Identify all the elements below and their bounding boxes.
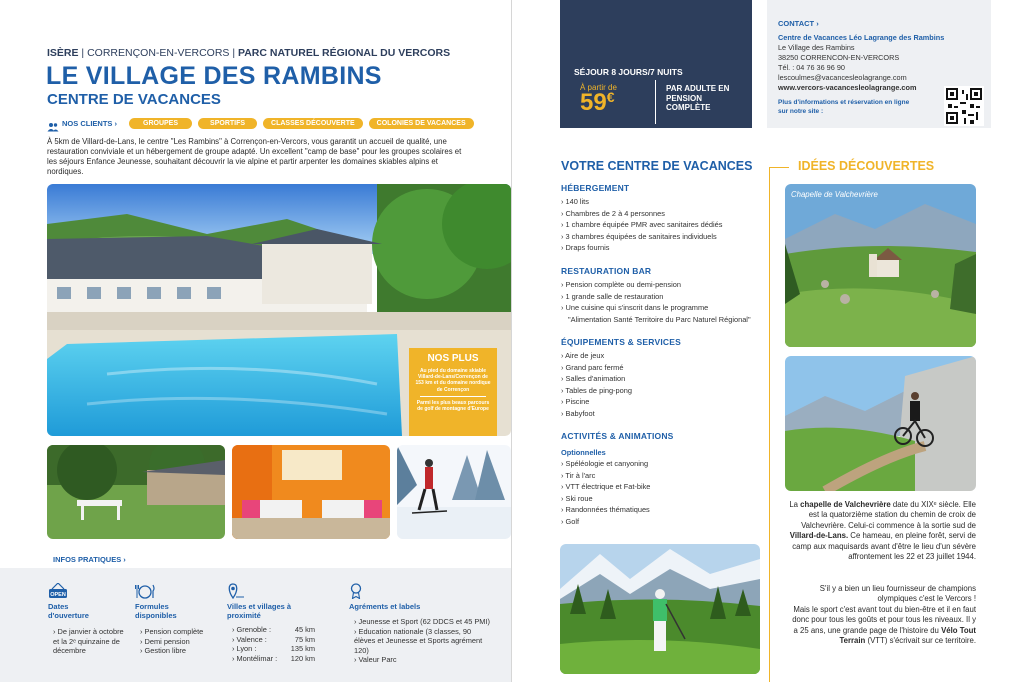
- offer-divider: [655, 80, 656, 124]
- client-tag: SPORTIFS: [198, 118, 257, 129]
- info-formule-item: › Pension complète: [140, 627, 204, 636]
- section-equipements: [561, 337, 771, 420]
- nos-plus-title: NOS PLUS: [427, 353, 479, 364]
- info-col-villes: [227, 583, 317, 663]
- client-tag: GROUPES: [129, 118, 192, 129]
- chapel-photo: [785, 184, 976, 347]
- section-title: ACTIVITÉS & ANIMATIONS: [561, 431, 674, 441]
- client-tag: CLASSES DÉCOUVERTE: [263, 118, 363, 129]
- offer-price-currency: €: [606, 89, 615, 105]
- offer-box: [560, 0, 752, 128]
- client-tag: COLONIES DE VACANCES: [369, 118, 474, 129]
- info-agrement-item: › Jeunesse et Sport (62 DDCS et 45 PMI): [354, 617, 490, 626]
- distance-row: › Grenoble : 45 km: [232, 625, 315, 634]
- contact-box: [767, 0, 991, 128]
- info-col-agrements: [349, 583, 499, 665]
- section-hebergement: [561, 183, 771, 254]
- contact-website[interactable]: www.vercors-vacancesleolagrange.com: [778, 83, 917, 92]
- contact-address-2: 38250 CORRENCON-EN-VERCORS: [778, 53, 900, 62]
- info-agrement-item: › Education nationale (3 classes, 90 élèves et Jeunesse et Sports agrément 120): [354, 626, 483, 655]
- offer-price-value: 59: [580, 89, 607, 116]
- section-subtitle: Optionnelles: [561, 448, 606, 457]
- distance-row: › Valence : 75 km: [232, 634, 315, 644]
- list-item: › 1 grande salle de restauration: [561, 291, 664, 301]
- chalet-garden-photo: [47, 445, 225, 539]
- intro-paragraph: À 5km de Villard-de-Lans, le centre "Les Rambins" à Corrençon-en-Vercors, vous garantit un accueil de qualité, une restauration conviviale et un hébergement de groupe adapté. Un excellent "camp de base" pour les groupes scolaires et les séjours Enfance Jeunesse, souhaitant découvrir la vie alpine et partir arpenter les domaines skiables alpins et nordiques.: [47, 137, 462, 176]
- list-item: › Spéléologie et canyoning: [561, 459, 649, 468]
- nos-plus-divider: [420, 396, 486, 397]
- contact-org: Centre de Vacances Léo Lagrange des Rambins: [778, 33, 945, 42]
- discovery-paragraph-3: Mais le sport c'est avant tout du bien-être et il en faut donc pour tous les goûts et pour tous les niveaux. Il y a 25 ans, une grande page de l'histoire du Vélo Tout Terrain (VTT) s'écrivait sur ce territoire.: [792, 605, 976, 646]
- info-title-villes: Villes et villages à proximité: [227, 602, 292, 620]
- discovery-paragraph-1: La chapelle de Valchevrière date du XIXᵉ siècle. Elle est la quatorzième station du chemin de croix de Valchevrière. Celui-ci commence à la sortie sud de Villard-de-Lans. Ce hameau, en pleine forêt, servi de camp aux maquisards avant d'être le lieu d'un sévère affrontement les 22 et 23 juillet 1944.: [789, 500, 976, 562]
- infos-label: INFOS PRATIQUES ›: [53, 555, 126, 564]
- section-title: ÉQUIPEMENTS & SERVICES: [561, 337, 681, 347]
- section-activites: [561, 431, 771, 528]
- page-title: LE VILLAGE DES RAMBINS: [46, 62, 382, 90]
- list-item: › Draps fournis: [561, 243, 610, 253]
- chapel-caption: Chapelle de Valchevrière: [791, 190, 878, 199]
- bedroom-photo: [232, 445, 390, 539]
- list-item: › 1 chambre équipée PMR avec sanitaires dédiés: [561, 220, 723, 230]
- info-title-dates: Dates d'ouverture: [48, 602, 89, 620]
- list-item: › Grand parc fermé: [561, 362, 624, 372]
- offer-duration: SÉJOUR 8 JOURS/7 NUITS: [574, 67, 683, 77]
- list-item: › Pension complète ou demi-pension: [561, 280, 681, 289]
- clients-row: [47, 118, 480, 129]
- location-line: ISÈRE | CORRENÇON-EN-VERCORS | PARC NATUREL RÉGIONAL DU VERCORS: [47, 47, 451, 59]
- location-park: PARC NATUREL RÉGIONAL DU VERCORS: [237, 47, 451, 59]
- open-sign-icon: [48, 583, 68, 599]
- list-item: › Aire de jeux: [561, 351, 605, 360]
- list-item: › 3 chambres équipées de sanitaires individuels: [561, 231, 717, 241]
- section-title: RESTAURATION BAR: [561, 266, 652, 276]
- list-item: › Chambres de 2 à 4 personnes: [561, 208, 665, 218]
- list-item: › Une cuisine qui s'inscrit dans le programme: [561, 303, 709, 313]
- cutlery-icon: [135, 583, 155, 599]
- nos-plus-item: Parmi les plus beaux parcours de golf de montagne d'Europe: [416, 399, 490, 413]
- list-item: › Tables de ping-pong: [561, 385, 632, 395]
- list-item: › Ski roue: [561, 493, 593, 503]
- mountain-bike-photo: [785, 356, 976, 491]
- offer-from-label: À partir de: [580, 83, 617, 92]
- nos-plus-item: Au pied du domaine skiable Villard-de-Lans/Corrençon de 153 km et du domaine nordique de Corrençon: [415, 368, 491, 393]
- location-isere: ISÈRE: [47, 47, 79, 59]
- info-col-dates: [48, 583, 128, 656]
- section-restauration: [561, 266, 776, 325]
- page-subtitle: CENTRE DE VACANCES: [47, 91, 221, 108]
- info-col-formules: [135, 583, 220, 656]
- info-agrement-item: › Valeur Parc: [354, 655, 397, 664]
- contact-phone: Tél. : 04 76 36 96 90: [778, 63, 845, 72]
- centre-title: VOTRE CENTRE DE VACANCES: [561, 159, 753, 173]
- info-formule-item: › Gestion libre: [140, 646, 187, 655]
- award-icon: [349, 583, 369, 599]
- distance-row: › Lyon : 135 km: [232, 644, 315, 653]
- list-item: › Tir à l'arc: [561, 470, 596, 480]
- distance-row: › Montélimar : 120 km: [232, 653, 315, 663]
- contact-email[interactable]: lescoulmes@vacancesleolagrange.com: [778, 73, 907, 82]
- qr-code-icon[interactable]: [944, 86, 984, 126]
- ideas-title: IDÉES DÉCOUVERTES: [798, 159, 935, 173]
- offer-price: [580, 89, 615, 117]
- list-item: › Babyfoot: [561, 408, 595, 418]
- list-item: › Salles d'animation: [561, 374, 626, 384]
- info-dates-item: › De janvier à octobre et la 2ᵉ quinzaine de décembre: [53, 627, 124, 655]
- location-pin-icon: [227, 583, 247, 599]
- location-town: CORRENÇON-EN-VERCORS: [87, 47, 230, 59]
- contact-info-text: Plus d'informations et réservation en ligne sur notre site :: [778, 99, 910, 115]
- list-item: › Randonnées thématiques: [561, 505, 650, 515]
- contact-address-1: Le Village des Rambins: [778, 43, 855, 52]
- info-title-agrements: Agréments et labels: [349, 602, 421, 611]
- info-title-formules: Formules disponibles: [135, 602, 177, 620]
- clients-label: NOS CLIENTS ›: [62, 119, 118, 128]
- list-item: › 140 lits: [561, 197, 589, 206]
- open-sign-text: OPEN: [50, 592, 66, 598]
- list-item: › VTT électrique et Fat-bike: [561, 482, 651, 492]
- info-formule-item: › Demi pension: [140, 636, 190, 646]
- discovery-paragraph-2: S'il y a bien un lieu fournisseur de champions olympiques c'est le Vercors !: [819, 584, 976, 604]
- golf-photo: [560, 544, 760, 674]
- list-item: › Piscine: [561, 397, 590, 407]
- skier-photo: [397, 445, 511, 539]
- nos-plus-box: [409, 348, 497, 436]
- list-item: › Golf: [561, 516, 580, 526]
- users-icon: [47, 119, 59, 129]
- offer-per-label: PAR ADULTE EN PENSION COMPLÈTE: [666, 84, 730, 112]
- list-item: "Alimentation Santé Territoire du Parc Naturel Régional": [568, 314, 751, 324]
- contact-label: CONTACT ›: [778, 19, 819, 28]
- section-title: HÉBERGEMENT: [561, 183, 630, 193]
- right-page: [512, 0, 1024, 682]
